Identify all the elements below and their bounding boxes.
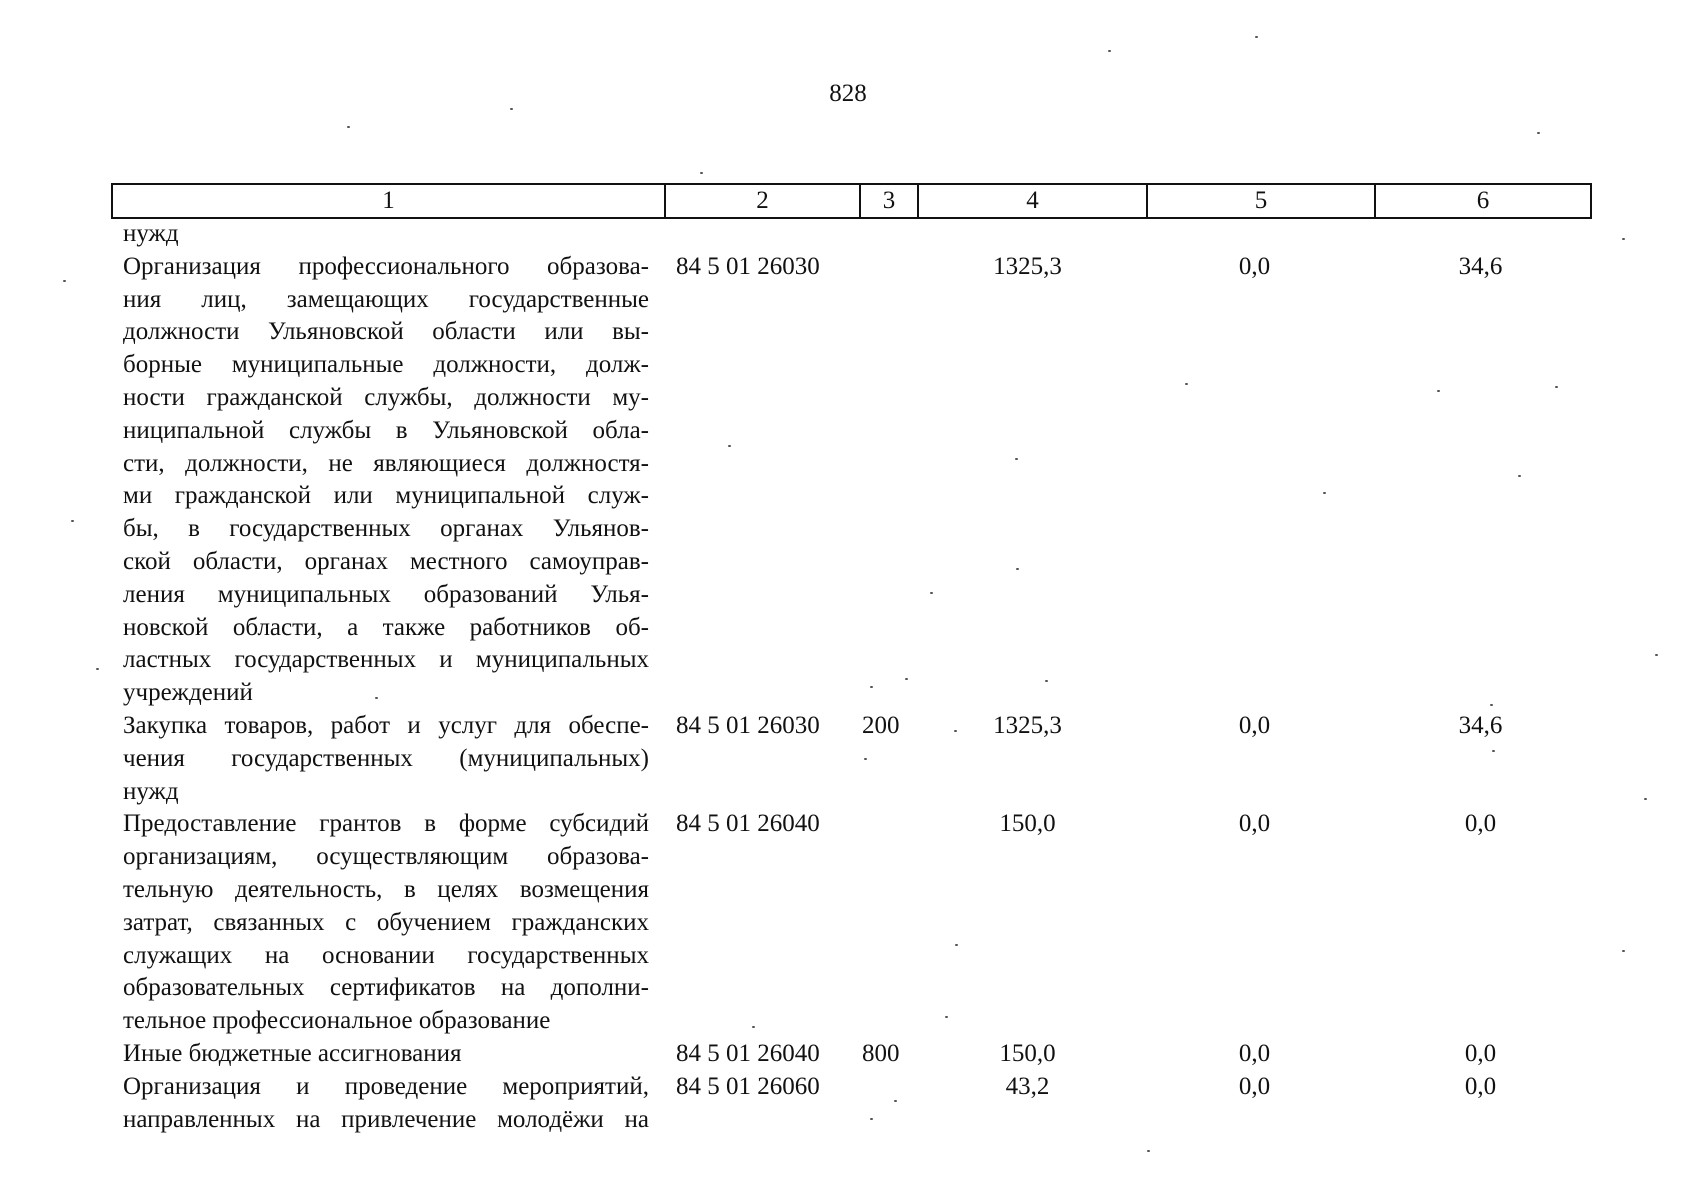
expense-type: 800 bbox=[862, 1039, 900, 1067]
value-col-4: 150,0 bbox=[999, 810, 1056, 838]
description-line: должности Ульяновской области или вы- bbox=[123, 318, 649, 346]
table-row bbox=[0, 808, 1696, 1038]
description-line: Иные бюджетные ассигнования bbox=[123, 1039, 462, 1067]
budget-code: 84 5 01 26030 bbox=[676, 252, 820, 280]
scan-speck bbox=[1644, 798, 1647, 800]
scan-speck bbox=[1622, 950, 1625, 952]
scan-speck bbox=[347, 126, 350, 128]
description-line: затрат, связанных с обучением гражданских bbox=[123, 908, 649, 936]
scan-speck bbox=[1147, 1150, 1150, 1152]
scan-speck bbox=[1437, 390, 1440, 392]
column-number-header bbox=[111, 183, 1592, 219]
row-description bbox=[123, 1038, 649, 1071]
scan-speck bbox=[375, 697, 378, 699]
scan-speck bbox=[1622, 238, 1625, 240]
header-col-4: 4 bbox=[918, 184, 1147, 218]
value-col-6: 0,0 bbox=[1464, 1072, 1497, 1100]
table-row bbox=[0, 1071, 1696, 1137]
description-line: Организация профессионального образова- bbox=[123, 252, 649, 280]
description-line: тельную деятельность, в целях возмещения bbox=[123, 875, 649, 903]
budget-code: 84 5 01 26040 bbox=[676, 810, 820, 838]
value-col-5: 0,0 bbox=[1238, 252, 1271, 280]
description-line: новской области, а также работников об- bbox=[123, 613, 649, 641]
value-col-5: 0,0 bbox=[1238, 810, 1271, 838]
scan-speck bbox=[63, 280, 66, 282]
value-col-6: 0,0 bbox=[1464, 810, 1497, 838]
scan-speck bbox=[1108, 50, 1111, 52]
scan-speck bbox=[870, 686, 873, 688]
description-line: Организация и проведение мероприятий, bbox=[123, 1072, 649, 1100]
budget-code: 84 5 01 26060 bbox=[676, 1072, 820, 1100]
scan-speck bbox=[1015, 458, 1018, 460]
value-col-6: 0,0 bbox=[1464, 1039, 1497, 1067]
budget-code: 84 5 01 26030 bbox=[676, 711, 820, 739]
table-row bbox=[0, 1038, 1696, 1071]
value-col-4: 1325,3 bbox=[993, 252, 1062, 280]
scan-speck bbox=[1492, 750, 1495, 752]
scan-speck bbox=[1185, 383, 1188, 385]
description-line: нужд bbox=[123, 777, 179, 805]
scan-speck bbox=[955, 944, 958, 946]
row-description bbox=[123, 251, 649, 710]
scan-speck bbox=[1490, 704, 1493, 706]
description-line: ластных государственных и муниципальных bbox=[123, 646, 649, 674]
description-line: сти, должности, не являющиеся должностя- bbox=[123, 449, 649, 477]
description-line: Предоставление грантов в форме субсидий bbox=[123, 810, 649, 838]
scan-speck bbox=[700, 172, 703, 174]
description-line: тельное профессиональное образование bbox=[123, 1007, 551, 1035]
description-line: ской области, органах местного самоуправ- bbox=[123, 547, 649, 575]
value-col-4: 150,0 bbox=[999, 1039, 1056, 1067]
description-line: нужд bbox=[123, 220, 179, 247]
header-row bbox=[112, 184, 1591, 218]
header-col-6: 6 bbox=[1375, 184, 1591, 218]
header-col-2: 2 bbox=[665, 184, 860, 218]
expense-type: 200 bbox=[862, 711, 900, 739]
description-line: ми гражданской или муниципальной служ- bbox=[123, 482, 649, 510]
scan-speck bbox=[1323, 492, 1326, 494]
row-description bbox=[123, 808, 649, 1038]
table-row bbox=[0, 218, 1696, 251]
scan-speck bbox=[945, 1016, 948, 1018]
scan-speck bbox=[870, 1118, 873, 1120]
description-line: ниципальной службы в Ульяновской обла- bbox=[123, 416, 649, 444]
description-line: борные муниципальные должности, долж- bbox=[123, 351, 649, 379]
scan-speck bbox=[71, 520, 74, 522]
description-line: организациям, осуществляющим образова- bbox=[123, 843, 649, 871]
description-line: ности гражданской службы, должности му- bbox=[123, 383, 649, 411]
description-line: чения государственных (муниципальных) bbox=[123, 744, 649, 772]
table-row bbox=[0, 251, 1696, 710]
table-row bbox=[0, 710, 1696, 808]
scan-speck bbox=[96, 668, 99, 670]
scan-speck bbox=[930, 592, 933, 594]
value-col-4: 1325,3 bbox=[993, 711, 1062, 739]
description-line: ления муниципальных образований Улья- bbox=[123, 580, 649, 608]
scan-speck bbox=[1016, 568, 1019, 570]
scan-speck bbox=[1655, 654, 1658, 656]
scan-speck bbox=[1045, 680, 1048, 682]
budget-code: 84 5 01 26040 bbox=[676, 1039, 820, 1067]
scan-speck bbox=[510, 108, 513, 110]
description-line: бы, в государственных органах Ульянов- bbox=[123, 515, 649, 543]
header-col-5: 5 bbox=[1147, 184, 1375, 218]
header-col-1: 1 bbox=[112, 184, 665, 218]
page-number: 828 bbox=[829, 80, 867, 107]
description-line: Закупка товаров, работ и услуг для обеспе- bbox=[123, 711, 649, 739]
row-description bbox=[123, 218, 649, 251]
scan-speck bbox=[1537, 132, 1540, 134]
scan-speck bbox=[1555, 386, 1558, 388]
scan-speck bbox=[894, 1100, 897, 1102]
header-col-3: 3 bbox=[860, 184, 918, 218]
description-line: образовательных сертификатов на дополни- bbox=[123, 974, 649, 1002]
value-col-4: 43,2 bbox=[1005, 1072, 1050, 1100]
scan-speck bbox=[1255, 36, 1258, 38]
scan-speck bbox=[864, 758, 867, 760]
value-col-5: 0,0 bbox=[1238, 1039, 1271, 1067]
description-line: учреждений bbox=[123, 679, 253, 707]
scan-speck bbox=[752, 1026, 755, 1028]
budget-table-body bbox=[0, 218, 1696, 1136]
scan-speck bbox=[954, 730, 957, 732]
description-line: служащих на основании государственных bbox=[123, 941, 649, 969]
row-description bbox=[123, 1071, 649, 1137]
scan-speck bbox=[728, 445, 731, 447]
value-col-5: 0,0 bbox=[1238, 1072, 1271, 1100]
scan-speck bbox=[905, 678, 908, 680]
value-col-6: 34,6 bbox=[1458, 711, 1503, 739]
scan-speck bbox=[1518, 475, 1521, 477]
value-col-5: 0,0 bbox=[1238, 711, 1271, 739]
value-col-6: 34,6 bbox=[1458, 252, 1503, 280]
row-description bbox=[123, 710, 649, 808]
description-line: ния лиц, замещающих государственные bbox=[123, 285, 649, 313]
description-line: направленных на привлечение молодёжи на bbox=[123, 1105, 649, 1133]
